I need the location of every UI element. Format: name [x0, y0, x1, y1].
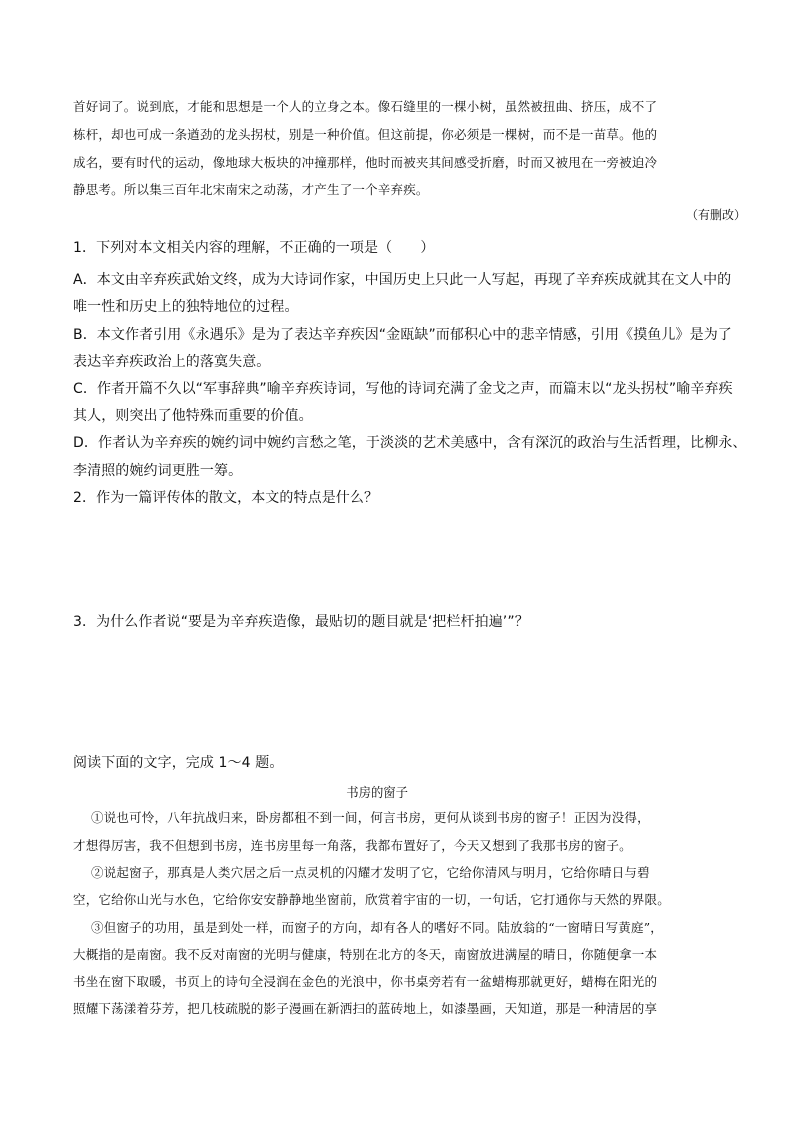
passage1-line: 首好词了。说到底，才能和思想是一个人的立身之本。像石缝里的一棵小树，虽然被扭曲、挤压，成不了	[73, 99, 658, 114]
article-paragraph-line: 大概指的是南窗。我不反对南窗的光明与健康，特别在北方的冬天，南窗放进满屋的晴日，你随便拿一本	[73, 947, 658, 962]
question-1-option-b-cont: 表达辛弃疾政治上的落寞失意。	[73, 354, 271, 370]
passage1-line: 静思考。所以集三百年北宋南宋之动荡，才产生了一个辛弃疾。	[73, 182, 429, 197]
article-paragraph-line: 空，它给你山光与水色，它给你安安静静地坐窗前，欣赏着宇宙的一切，一句话，它打通你与天然的界限。	[73, 892, 670, 907]
passage1-line: 成名，要有时代的运动，像地球大板块的冲撞那样，他时而被夹其间感受折磨，时而又被甩在一旁被迫冷	[73, 155, 658, 170]
article-paragraph-line: ③但窗子的功用，虽是到处一样，而窗子的方向，却有各人的嗜好不同。陆放翁的“一窗晴日写黄庭”，	[91, 920, 663, 935]
question-1-option-c: C．作者开篇不久以“军事辞典”喻辛弃疾诗词，写他的诗词充满了金戈之声，而篇末以“龙头拐杖”喻辛弃疾	[73, 381, 733, 397]
passage1-line: 栋杆，却也可成一条遒劲的龙头拐杖，别是一种价值。但这前提，你必须是一棵树，而不是一苗草。他的	[73, 127, 658, 142]
article-paragraph-line: 照耀下荡漾着芬芳，把几枝疏脱的影子漫画在新洒扫的蓝砖地上，如漆墨画，天知道，那是一种清居的享	[73, 1001, 658, 1016]
article-paragraph-line: 书坐在窗下取暖，书页上的诗句全浸润在金色的光浪中，你书桌旁若有一盆蜡梅那就更好，蜡梅在阳光的	[73, 974, 658, 989]
question-1-option-c-cont: 其人，则突出了他特殊而重要的价值。	[73, 408, 313, 424]
question-1-option-a-cont: 唯一性和历史上的独特地位的过程。	[73, 299, 299, 315]
question-1-option-d: D．作者认为辛弃疾的婉约词中婉约言愁之笔，于淡淡的艺术美感中，含有深沉的政治与生活哲理，比柳永、	[73, 435, 747, 451]
question-1-stem: 1．下列对本文相关内容的理解，不正确的一项是（ ）	[73, 240, 435, 256]
question-2-stem: 2．作为一篇评传体的散文，本文的特点是什么？	[73, 490, 379, 506]
article-paragraph-line: ①说也可怜，八年抗战归来，卧房都租不到一间，何言书房，更何从谈到书房的窗子！正因为没得，	[91, 810, 650, 825]
source-note: （有删改）	[685, 208, 746, 222]
question-1-option-d-cont: 李清照的婉约词更胜一筹。	[73, 463, 243, 479]
article-title: 书房的窗子	[346, 786, 409, 801]
article-paragraph-line: 才想得厉害，我不但想到书房，连书房里每一角落，我都布置好了，今天又想到了我那书房的窗子。	[73, 838, 632, 853]
question-1-option-b: B．本文作者引用《永遇乐》是为了表达辛弃疾因“金瓯缺”而郁积心中的悲辛情感，引用《摸鱼儿》是为了	[73, 327, 732, 343]
question-1-option-a: A．本文由辛弃疾武始文终，成为大诗词作家，中国历史上只此一人写起，再现了辛弃疾成就其在文人中的	[73, 272, 732, 288]
article-paragraph-line: ②说起窗子，那真是人类穴居之后一点灵机的闪耀才发明了它，它给你清风与明月，它给你晴日与碧	[91, 865, 650, 880]
question-3-stem: 3．为什么作者说“要是为辛弃疾造像，最贴切的题目就是‘把栏杆拍遍’”？	[73, 614, 529, 630]
reading-instruction: 阅读下面的文字，完成 1～4 题。	[73, 755, 284, 771]
